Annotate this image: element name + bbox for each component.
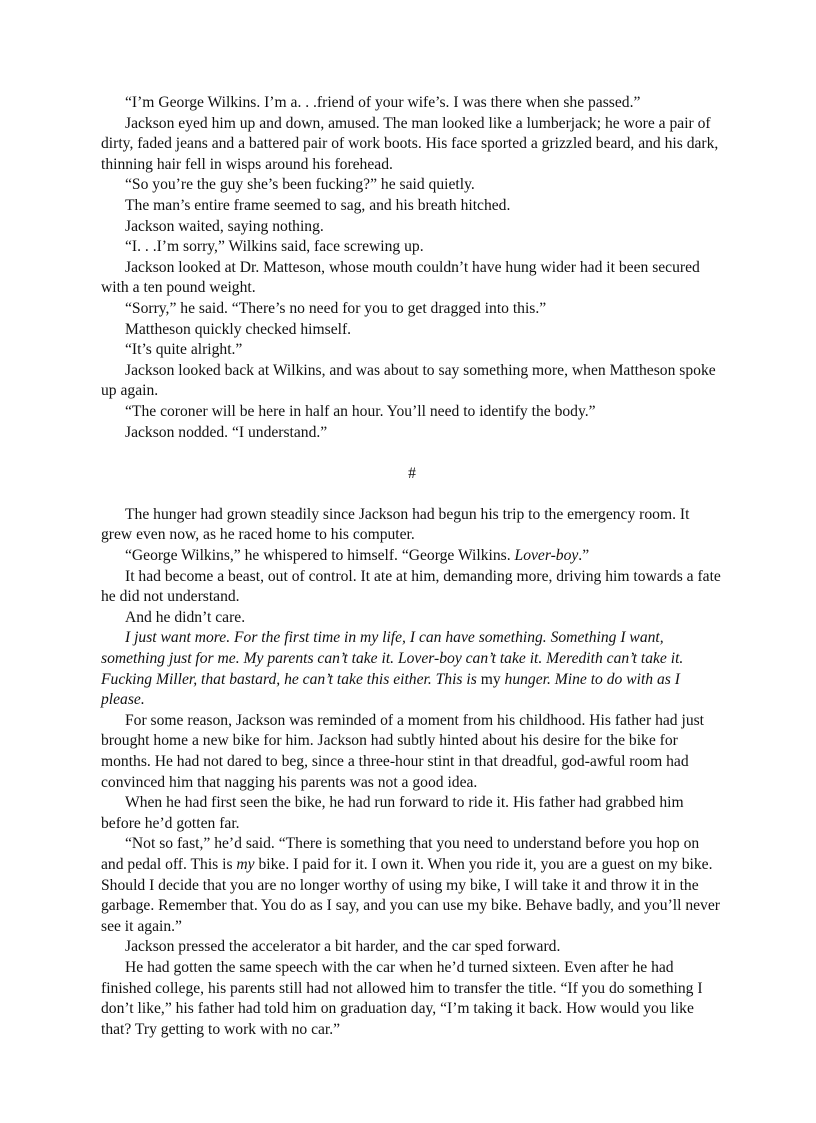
- scene-one: [101, 93, 723, 443]
- text-run: “George Wilkins,” he whispered to himself. “George Wilkins.: [125, 547, 515, 565]
- paragraph: “The coroner will be here in half an hour. You’ll need to identify the body.”: [125, 402, 596, 420]
- italic-text: hunger. Mine to do with as I please.: [101, 670, 680, 709]
- paragraph: The hunger had grown steadily since Jackson had begun his trip to the emergency room. It grew even now, as he raced home to his computer.: [101, 505, 690, 544]
- text-run: my: [480, 670, 501, 688]
- paragraph: “I. . .I’m sorry,” Wilkins said, face screwing up.: [125, 238, 424, 256]
- text-run: “Not so fast,” he’d said. “There is something that you need to understand before you hop on and pedal off. This is: [101, 835, 700, 873]
- scene-two: [101, 505, 723, 1040]
- paragraph: And he didn’t care.: [125, 608, 246, 626]
- paragraph: [101, 834, 723, 937]
- paragraph: The man’s entire frame seemed to sag, and his breath hitched.: [125, 196, 511, 214]
- italic-text: my: [236, 855, 255, 873]
- paragraph: Mattheson quickly checked himself.: [125, 320, 352, 338]
- paragraph: [101, 628, 723, 710]
- paragraph: Jackson waited, saying nothing.: [125, 217, 324, 235]
- italic-text: I just want more. For the first time in my life, I can have something. Something I want, something just for me. My parents can’t take it. Lover-boy can’t take it. Meredith can’t take it. Fucking Miller, that bastard, he can’t take this either. This is: [101, 629, 684, 688]
- paragraph: For some reason, Jackson was reminded of a moment from his childhood. His father had just brought home a new bike for him. Jackson had subtly hinted about his desire for the bike for months. He had not dared to beg, since a three-hour stint in that dreadful, god-awful room had convinced him that nagging his parents was not a good idea.: [101, 711, 705, 791]
- paragraph: Jackson nodded. “I understand.”: [125, 423, 328, 441]
- section-break: #: [408, 464, 416, 482]
- paragraph: “Sorry,” he said. “There’s no need for you to get dragged into this.”: [125, 299, 547, 317]
- paragraph: He had gotten the same speech with the car when he’d turned sixteen. Even after he had finished college, his parents still had not allowed him to transfer the title. “If you do something I don’t like,” his father had told him on graduation day, “I’m taking it back. How would you like that? Try getting to work with no car.”: [101, 958, 703, 1038]
- manuscript-page: [101, 93, 723, 1040]
- paragraph: “So you’re the guy she’s been fucking?” he said quietly.: [125, 176, 475, 194]
- paragraph: “It’s quite alright.”: [125, 341, 243, 359]
- paragraph: Jackson looked at Dr. Matteson, whose mouth couldn’t have hung wider had it been secured with a ten pound weight.: [101, 258, 700, 297]
- text-run: .”: [578, 547, 590, 565]
- paragraph: Jackson eyed him up and down, amused. The man looked like a lumberjack; he wore a pair of dirty, faded jeans and a battered pair of work boots. His face sported a grizzled beard, and his dark, thinning hair fell in wisps around his forehead.: [101, 114, 719, 173]
- paragraph: Jackson pressed the accelerator a bit harder, and the car sped forward.: [125, 938, 561, 956]
- paragraph: [101, 546, 723, 567]
- paragraph: It had become a beast, out of control. It ate at him, demanding more, driving him towards a fate he did not understand.: [101, 567, 721, 606]
- paragraph: When he had first seen the bike, he had run forward to ride it. His father had grabbed him before he’d gotten far.: [101, 794, 684, 832]
- text-run: bike. I paid for it. I own it. When you ride it, you are a guest on my bike. Should I decide that you are no longer worthy of using my bike, I will take it and throw it in the garbage. Remember that. You do as I say, and you can use my bike. Behave badly, and you’ll never see it again.”: [101, 855, 720, 935]
- paragraph: “I’m George Wilkins. I’m a. . .friend of your wife’s. I was there when she passed.”: [125, 94, 641, 111]
- paragraph: Jackson looked back at Wilkins, and was about to say something more, when Mattheson spoke up again.: [101, 361, 716, 400]
- italic-text: Lover-boy: [514, 547, 579, 565]
